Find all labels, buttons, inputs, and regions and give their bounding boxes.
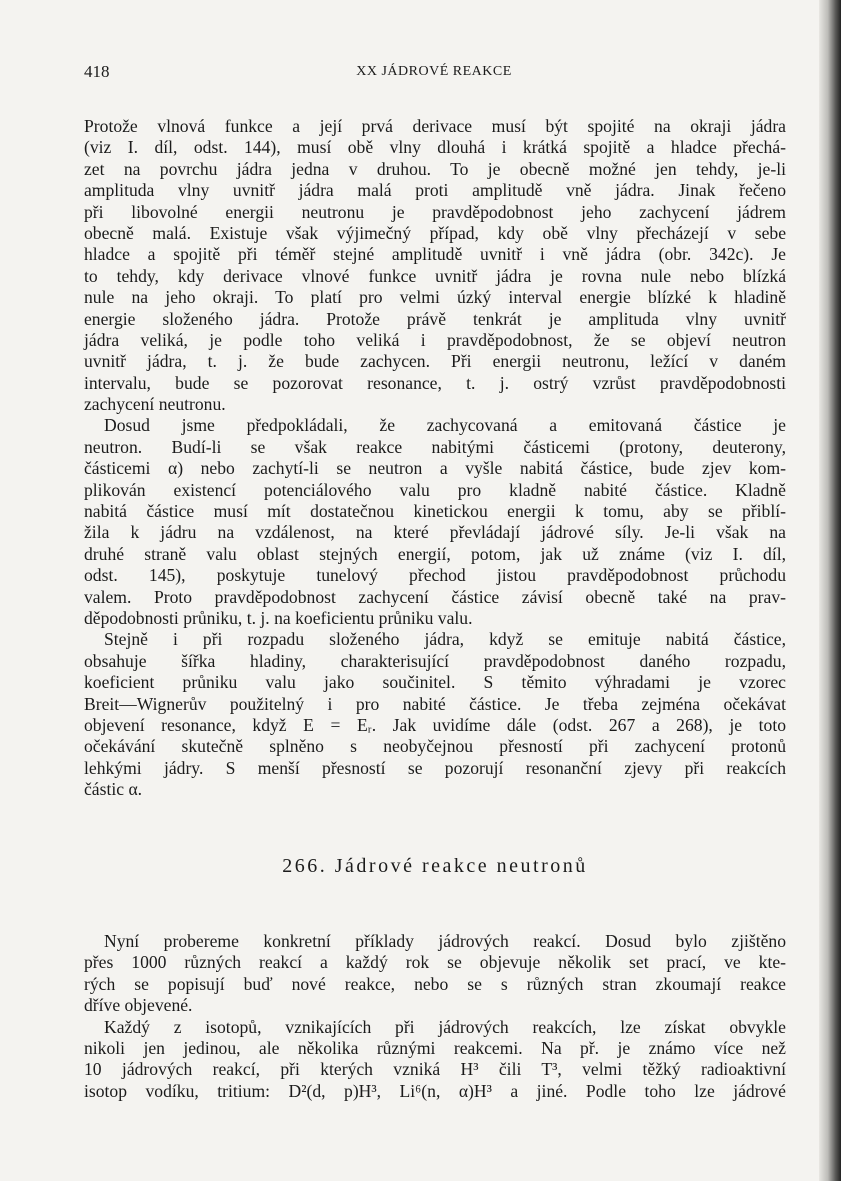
text-line: 10 jádrových reakcí, při kterých vzniká H³ čili T³, velmi těžký radioaktivní <box>84 1059 786 1080</box>
text-line: objevení resonance, když E = Eᵣ. Jak uvidíme dále (odst. 267 a 268), je toto <box>84 714 786 735</box>
text-line: nule na jeho okraji. To platí pro velmi úzký interval energie blízké k hladině <box>84 287 786 308</box>
text-line: obsahuje šířka hladiny, charakterisující pravděpodobnost daného rozpadu, <box>84 650 786 671</box>
text-line: při libovolné energii neutronu je pravděpodobnost jeho zachycení jádrem <box>84 201 786 222</box>
text-line: částicemi α) nebo zachytí-li se neutron a vyšle nabitá částice, bude zjev kom- <box>84 458 786 479</box>
text-line: děpodobnosti průniku, t. j. na koeficientu průniku valu. <box>84 607 473 628</box>
text-line: plikován existencí potenciálového valu pro kladně nabité částice. Kladně <box>84 479 786 500</box>
text-line: Nyní probereme konkretní příklady jádrových reakcí. Dosud bylo zjištěno <box>104 931 786 951</box>
text-line: amplituda vlny uvnitř jádra malá proti amplitudě vně jádra. Jinak řečeno <box>84 180 786 201</box>
text-line: neutron. Budí-li se však reakce nabitými částicemi (protony, deuterony, <box>84 436 786 457</box>
body-text-after <box>84 931 786 1102</box>
text-line: energie složeného jádra. Protože právě tenkrát je amplituda vlny uvnitř <box>84 308 786 329</box>
text-line: Dosud jsme předpokládali, že zachycovaná a emitovaná částice je <box>104 415 786 436</box>
text-line: zachycení neutronu. <box>84 394 226 415</box>
text-line: jádra veliká, je podle toho veliká i pravděpodobnost, že se objeví neutron <box>84 329 786 350</box>
text-line: očekávání skutečně splněno s neobyčejnou přesností při zachycení protonů <box>84 736 786 757</box>
text-line: Každý z isotopů, vznikajících při jádrových reakcích, lze získat obvykle <box>104 1016 786 1037</box>
text-line: (viz I. díl, odst. 144), musí obě vlny dlouhá i krátká spojitě a hladce přechá- <box>84 137 786 158</box>
text-line: isotop vodíku, tritium: D²(d, p)H³, Li⁶(n, α)H³ a jiné. Podle toho lze jádrové <box>84 1080 786 1101</box>
text-line: obecně malá. Existuje však výjimečný případ, kdy obě vlny přecházejí v sebe <box>84 222 786 243</box>
page-number: 418 <box>84 62 110 81</box>
text-line: přes 1000 různých reakcí a každý rok se objevuje několik set prací, ve kte- <box>84 952 786 973</box>
text-line: odst. 145), poskytuje tunelový přechod jistou pravděpodobnost průchodu <box>84 565 786 586</box>
page-header <box>84 62 784 84</box>
text-line: dříve objevené. <box>84 995 193 1016</box>
text-line: lehkými jádry. S menší přesností se pozorují resonanční zjevy při reakcích <box>84 757 786 778</box>
text-line: Stejně i při rozpadu složeného jádra, když se emituje nabitá částice, <box>104 629 786 650</box>
text-line: uvnitř jádra, t. j. že bude zachycen. Při energii neutronu, ležící v daném <box>84 351 786 372</box>
text-line: hladce a spojitě při téměř stejné amplitudě uvnitř i vně jádra (obr. 342c). Je <box>84 244 786 265</box>
book-spine-shadow <box>819 0 841 1181</box>
text-line: žila k jádru na vzdálenost, na které převládají jádrové síly. Je-li však na <box>84 522 786 543</box>
text-line: valem. Proto pravděpodobnost zachycení částice závisí obecně také na prav- <box>84 586 786 607</box>
text-line: rých se popisují buď nové reakce, nebo se s různých stran zkoumají reakce <box>84 973 786 994</box>
text-line: Breit—Wignerův použitelný i pro nabité částice. Je třeba zejména očekávat <box>84 693 786 714</box>
body-text-before <box>84 116 786 801</box>
text-line: intervalu, bude se pozorovat resonance, t. j. ostrý vzrůst pravděpodobnosti <box>84 372 786 393</box>
text-line: Protože vlnová funkce a její prvá derivace musí být spojité na okraji jádra <box>84 116 786 136</box>
section-heading: 266. Jádrové reakce neutronů <box>282 855 588 877</box>
text-line: zet na povrchu jádra jedna v druhou. To je obecně možné jen tehdy, je-li <box>84 158 786 179</box>
text-line: druhé straně valu oblast stejných energií, potom, jak už známe (viz I. díl, <box>84 543 786 564</box>
text-line: nikoli jen jedinou, ale několika různými reakcemi. Na př. je známo více než <box>84 1037 786 1058</box>
text-line: částic α. <box>84 779 143 800</box>
text-line: koeficient průniku valu jako součinitel. S těmito výhradami je vzorec <box>84 672 786 693</box>
running-title: XX JÁDROVÉ REAKCE <box>356 64 512 79</box>
text-line: nabitá částice musí mít dostatečnou kinetickou energii k tomu, aby se přiblí- <box>84 501 786 522</box>
text-line: to tehdy, kdy derivace vlnové funkce uvnitř jádra je rovna nule nebo blízká <box>84 265 786 286</box>
